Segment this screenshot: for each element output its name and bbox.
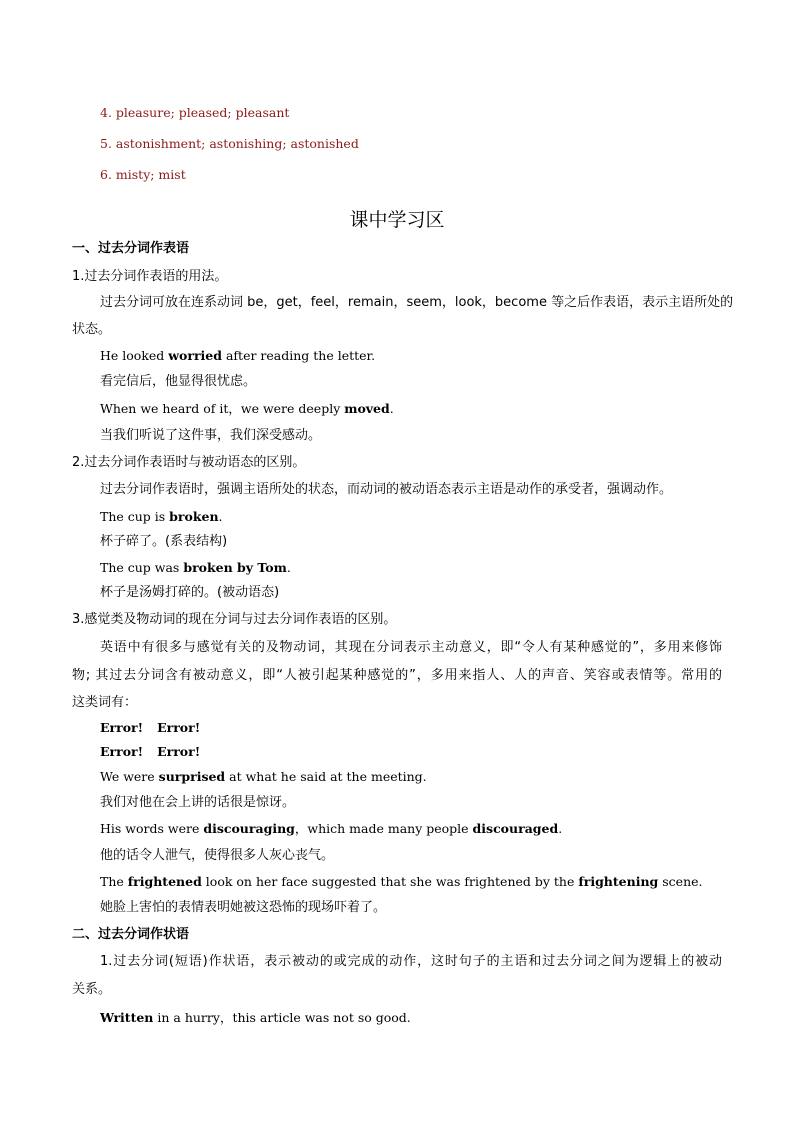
answer-item-4: 4. pleasure; pleased; pleasant (100, 105, 290, 120)
point2-example-2-cn: 杯子是汤姆打碎的。(被动语态) (100, 585, 280, 600)
error-text: Error! (100, 720, 144, 735)
point3-heading: 3.感觉类及物动词的现在分词与过去分词作表语的区别。 (72, 612, 397, 627)
point2-example-1-cn: 杯子碎了。(系表结构) (100, 534, 228, 549)
point2-example-1: The cup is broken. (100, 509, 223, 524)
error-text: Error! (157, 744, 201, 759)
point2-heading: 2.过去分词作表语时与被动语态的区别。 (72, 455, 306, 470)
point1-desc-line1: 过去分词可放在连系动词 be，get，feel，remain，seem，look，become 等之后作表语，表示主语所处的 (100, 295, 734, 310)
point3-example-2: His words were discouraging，which made many people discouraged. (100, 821, 563, 836)
part2-heading: 二、过去分词作状语 (72, 927, 190, 942)
point1-heading: 1.过去分词作表语的用法。 (72, 269, 228, 284)
point3-example-3-cn: 她脸上害怕的表情表明她被这恐怖的现场吓着了。 (100, 900, 387, 915)
point1-desc-line2: 状态。 (72, 322, 112, 337)
point3-desc-line1: 英语中有很多与感觉有关的及物动词，其现在分词表示主动意义，即“令人有某种感觉的”，多用来修饰 (100, 640, 722, 655)
answer-item-6: 6. misty; mist (100, 167, 186, 182)
point3-example-1-cn: 我们对他在会上讲的话很是惊讶。 (100, 795, 296, 810)
point1-example-1-cn: 看完信后，他显得很忧虑。 (100, 374, 257, 389)
point3-example-1: We were surprised at what he said at the meeting. (100, 769, 427, 784)
point3-example-2-cn: 他的话令人泄气，使得很多人灰心丧气。 (100, 848, 335, 863)
error-row-2 (100, 744, 200, 760)
point3-desc-line2: 物; 其过去分词含有被动意义，即“人被引起某种感觉的”，多用来指人、人的声音、笑容或表情等。常用的 (72, 668, 722, 683)
part2-point1-desc-line1: 1.过去分词(短语)作状语，表示被动的或完成的动作，这时句子的主语和过去分词之间为逻辑上的被动 (100, 954, 722, 969)
answer-item-5: 5. astonishment; astonishing; astonished (100, 136, 359, 151)
section-title: 课中学习区 (349, 209, 445, 231)
point2-example-2: The cup was broken by Tom. (100, 560, 291, 575)
part2-example-1: Written in a hurry，this article was not so good. (100, 1010, 411, 1025)
point1-example-1: He looked worried after reading the letter. (100, 348, 376, 363)
part2-point1-desc-line2: 关系。 (72, 982, 112, 997)
error-text: Error! (100, 744, 144, 759)
point2-desc: 过去分词作表语时，强调主语所处的状态，而动词的被动语态表示主语是动作的承受者，强调动作。 (100, 482, 673, 497)
point3-desc-line3: 这类词有： (72, 695, 138, 710)
error-row-1 (100, 720, 200, 736)
point1-example-2-cn: 当我们听说了这件事，我们深受感动。 (100, 428, 322, 443)
error-text: Error! (157, 720, 201, 735)
point1-example-2: When we heard of it，we were deeply moved. (100, 401, 394, 416)
part1-heading: 一、过去分词作表语 (72, 241, 190, 256)
point3-example-3: The frightened look on her face suggested that she was frightened by the frightening scene. (100, 874, 703, 889)
